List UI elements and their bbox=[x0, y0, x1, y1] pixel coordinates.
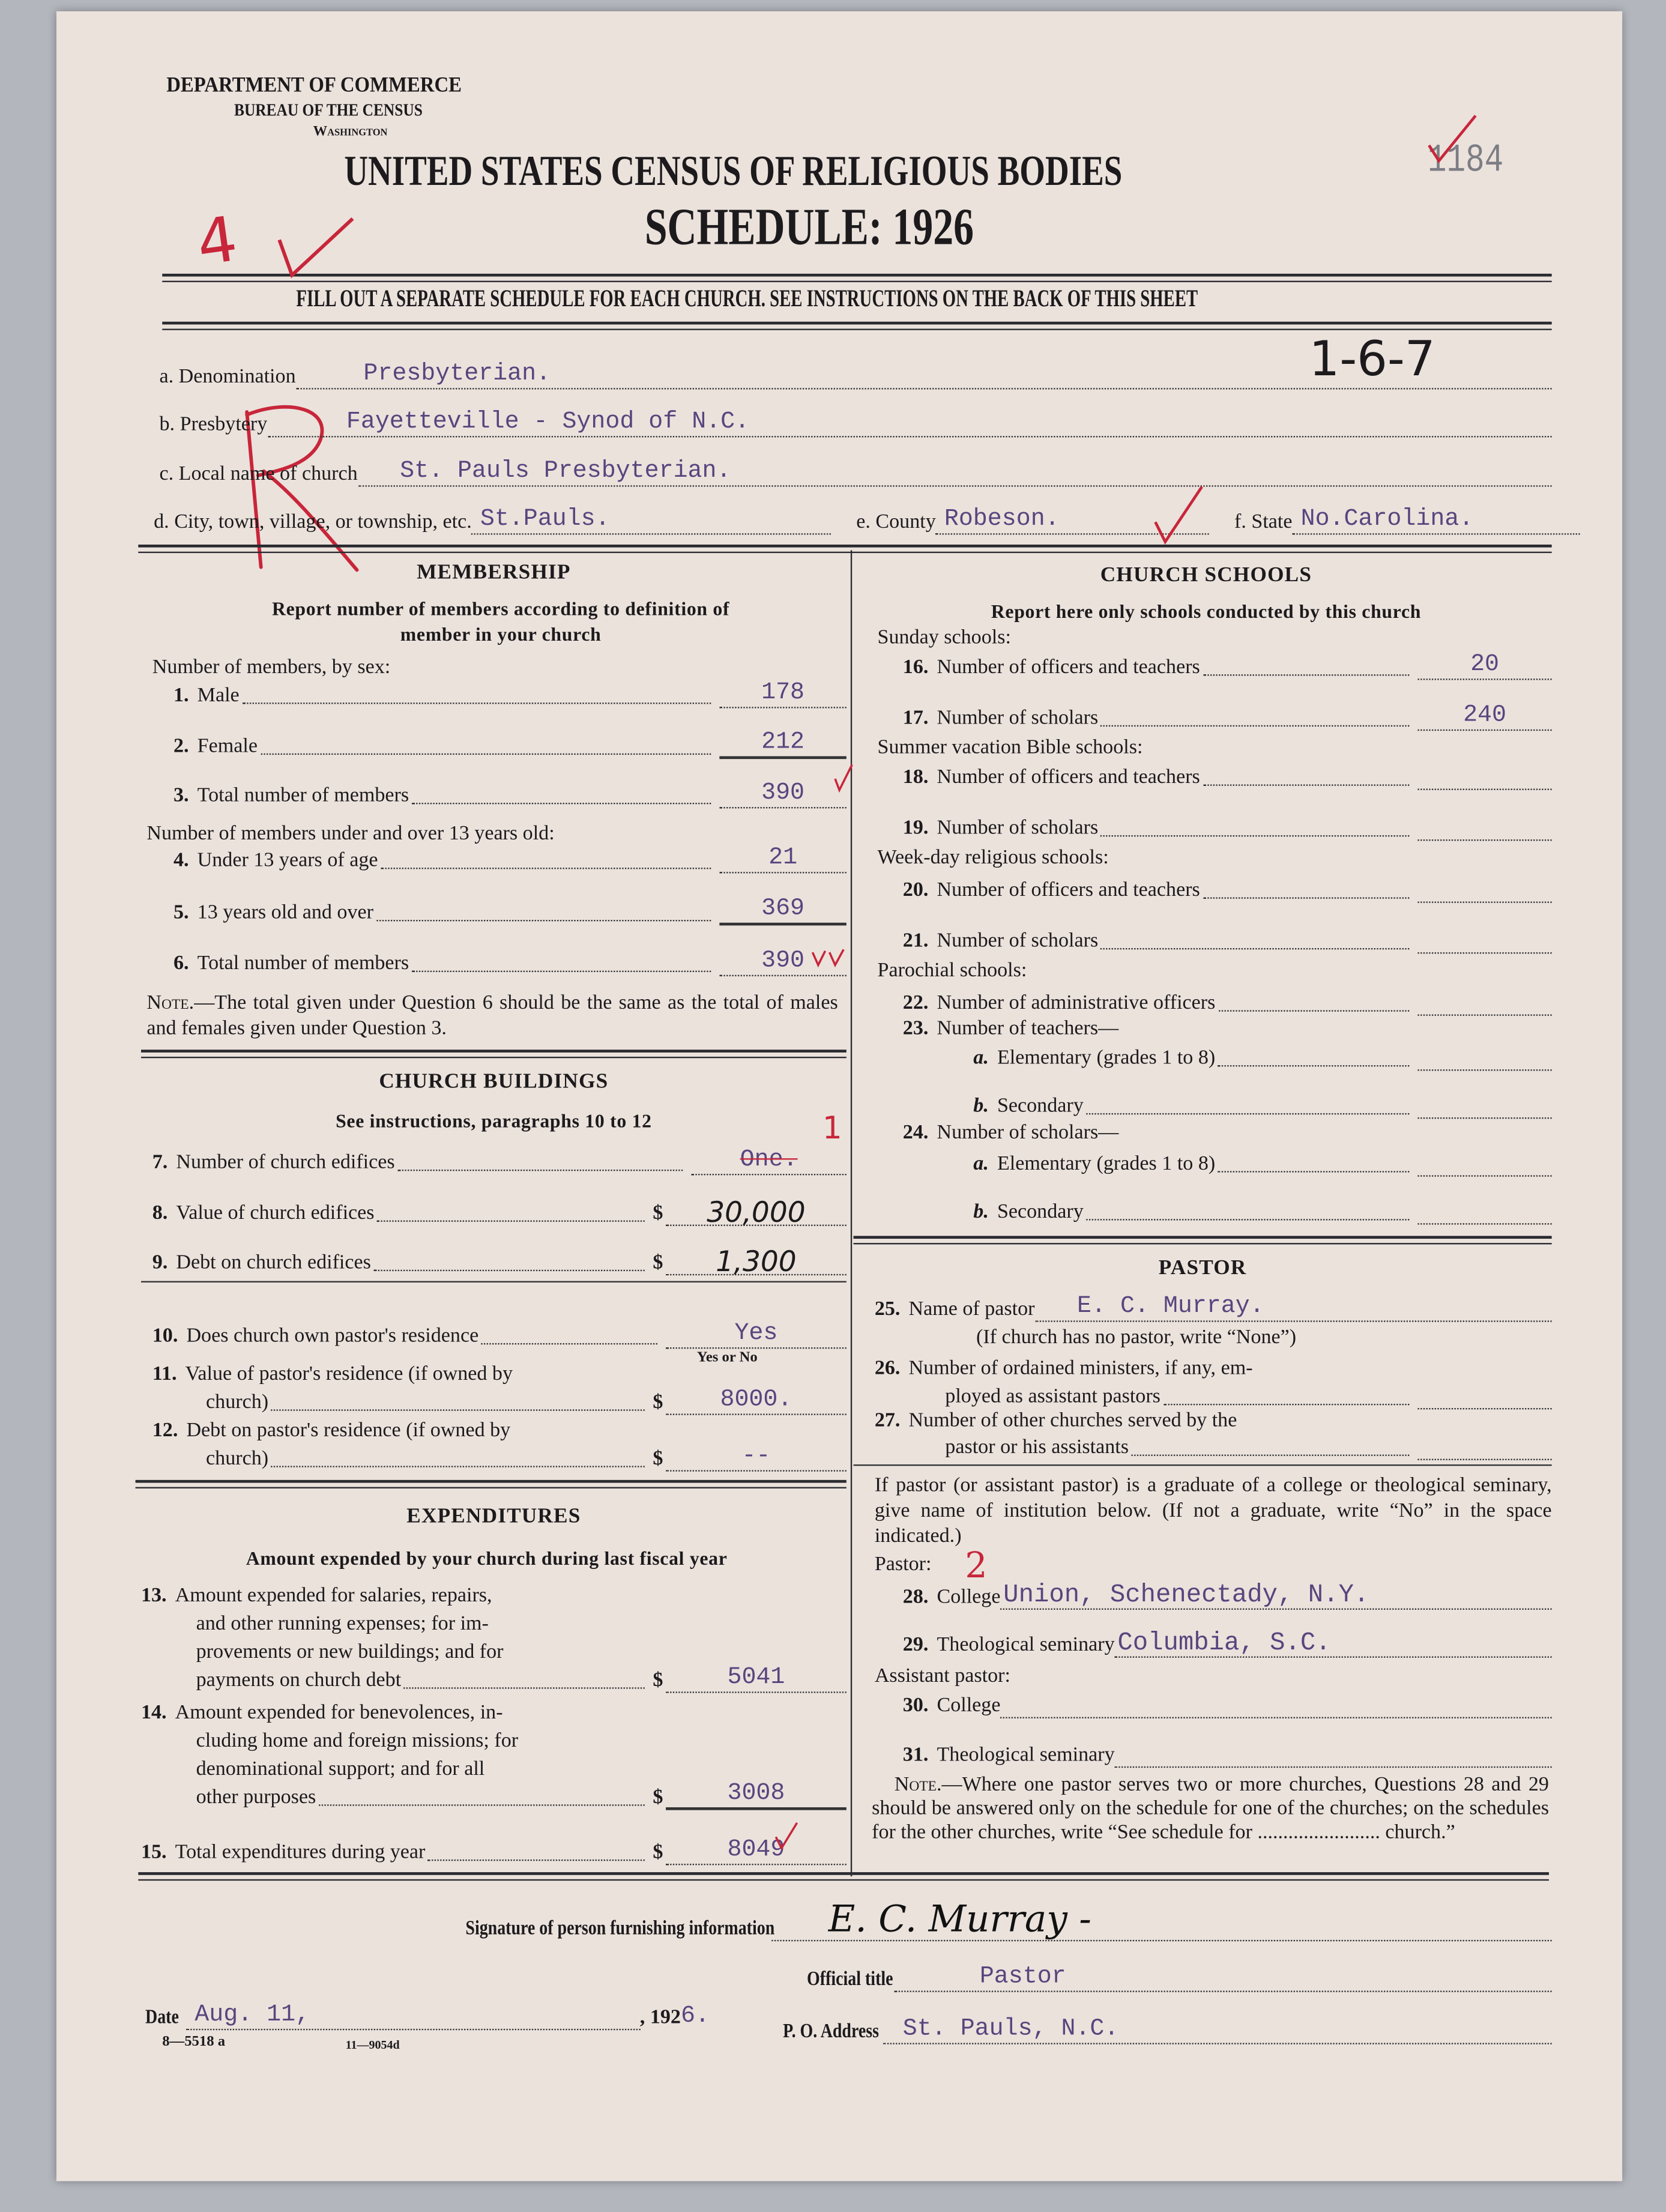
red-number-mark: 4 bbox=[192, 204, 242, 280]
female-field[interactable]: 212 bbox=[719, 731, 846, 759]
address-field[interactable] bbox=[883, 2017, 1552, 2044]
summer-scholars-field[interactable] bbox=[1417, 814, 1551, 841]
signature-value: E. C. Murray - bbox=[828, 1899, 1091, 1942]
state-row bbox=[1234, 506, 1580, 534]
denomination-row bbox=[159, 361, 1552, 389]
dollar-sign: $ bbox=[653, 1251, 663, 1274]
weekday-officers-label: Number of officers and teachers bbox=[937, 878, 1200, 902]
church-buildings-heading: CHURCH BUILDINGS bbox=[379, 1071, 609, 1094]
elementary-teachers-row bbox=[973, 1045, 1551, 1071]
summer-officers-field[interactable] bbox=[1417, 763, 1551, 790]
item-number: 2. bbox=[174, 735, 189, 758]
item-number: 4. bbox=[174, 849, 189, 872]
item-number: 16. bbox=[902, 656, 929, 679]
assistant-pastors-label: 26. Number of ordained ministers, if any, em- bbox=[874, 1357, 1253, 1380]
pastor-name-value: E. C. Murray. bbox=[1077, 1293, 1264, 1321]
official-title-field[interactable] bbox=[895, 1965, 1552, 1992]
under-13-label: Under 13 years of age bbox=[197, 849, 378, 872]
city-label: d. City, town, village, or township, etc. bbox=[154, 510, 472, 534]
salaries-expense-label: 13. Amount expended for salaries, repairs, and other running expenses; for im- provements or new buildings; and for bbox=[140, 1584, 504, 1664]
fill-out-instruction: FILL OUT A SEPARATE SCHEDULE FOR EACH CHURCH. SEE INSTRUCTIONS ON THE BACK OF THIS SHEET bbox=[296, 285, 1198, 312]
divider bbox=[141, 1050, 847, 1058]
college-value: Union, Schenectady, N.Y. bbox=[1003, 1582, 1369, 1610]
sunday-officers-field[interactable]: 20 bbox=[1417, 653, 1551, 680]
state-field[interactable] bbox=[1293, 508, 1580, 535]
item-number: 6. bbox=[174, 952, 189, 975]
address-label: P. O. Address bbox=[783, 2020, 880, 2043]
total-members-row bbox=[174, 780, 847, 808]
elementary-teachers-label: Elementary (grades 1 to 8) bbox=[997, 1047, 1216, 1070]
membership-subtitle: member in your church bbox=[400, 623, 602, 645]
edifices-debt-field[interactable]: 1,300 bbox=[666, 1248, 847, 1275]
total-members-2-field[interactable]: 390 bbox=[719, 949, 846, 976]
weekday-scholars-row bbox=[903, 928, 1552, 953]
benevolences-label: 14. Amount expended for benevolences, in- cluding home and foreign missions; for denominational support; and for all bbox=[140, 1701, 519, 1781]
handwritten-code: 1-6-7 bbox=[1309, 331, 1435, 388]
parochial-schools-heading: Parochial schools: bbox=[877, 959, 1027, 982]
year-prefix: , 192 bbox=[639, 2006, 681, 2029]
secondary-scholars-row bbox=[973, 1199, 1551, 1224]
local-name-row bbox=[159, 458, 1552, 486]
secondary-teachers-row bbox=[973, 1093, 1551, 1119]
item-number: 31. bbox=[902, 1744, 929, 1766]
label-continuation: church) bbox=[206, 1447, 269, 1470]
item-number: 28. bbox=[902, 1586, 929, 1609]
residence-value-row bbox=[206, 1386, 847, 1415]
residence-value-field[interactable]: 8000. bbox=[666, 1388, 847, 1415]
label-continuation: pastor or his assistants bbox=[945, 1436, 1129, 1459]
dollar-sign: $ bbox=[653, 1786, 663, 1809]
sunday-officers-row bbox=[902, 651, 1552, 680]
edifices-value-row bbox=[152, 1195, 847, 1229]
asst-seminary-field[interactable] bbox=[1115, 1741, 1552, 1768]
total-members-field[interactable]: 390 bbox=[719, 782, 846, 809]
form-number: 8—5518 a bbox=[162, 2034, 226, 2050]
sunday-scholars-field[interactable]: 240 bbox=[1417, 704, 1551, 731]
label-continuation: other purposes bbox=[196, 1786, 316, 1809]
over-13-label: 13 years old and over bbox=[197, 901, 373, 925]
other-churches-field[interactable] bbox=[1417, 1433, 1551, 1460]
signature-row bbox=[465, 1899, 1551, 1942]
church-schools-subtitle: Report here only schools conducted by this church bbox=[991, 600, 1422, 623]
item-number: 22. bbox=[902, 991, 929, 1015]
edifices-count-label: Number of church edifices bbox=[176, 1151, 395, 1174]
divider bbox=[162, 322, 1551, 330]
divider bbox=[141, 1281, 847, 1283]
edifices-debt-row bbox=[152, 1244, 847, 1278]
dollar-sign: $ bbox=[653, 1447, 663, 1470]
item-number: 21. bbox=[902, 929, 929, 953]
print-code: 11—9054d bbox=[345, 2037, 400, 2052]
item-number: 3. bbox=[174, 784, 189, 808]
red-checkmark-icon bbox=[1151, 483, 1207, 546]
female-label: Female bbox=[197, 735, 258, 758]
male-row bbox=[174, 680, 847, 708]
date-value: Aug. 11, bbox=[195, 2002, 310, 2029]
bureau-label: BUREAU OF THE CENSUS bbox=[234, 100, 423, 120]
summer-officers-row bbox=[903, 765, 1552, 790]
signature-label: Signature of person furnishing information bbox=[465, 1917, 775, 1940]
total-expenditures-label: Total expenditures during year bbox=[175, 1841, 426, 1864]
college-row bbox=[902, 1582, 1552, 1610]
elementary-scholars-label: Elementary (grades 1 to 8) bbox=[997, 1152, 1216, 1176]
secondary-teachers-label: Secondary bbox=[997, 1095, 1084, 1117]
membership-note: Note.—The total given under Question 6 should be the same as the total of males and females given under Question 3. bbox=[146, 991, 838, 1040]
summer-scholars-label: Number of scholars bbox=[937, 817, 1099, 840]
sunday-schools-heading: Sunday schools: bbox=[877, 626, 1011, 649]
weekday-officers-field[interactable] bbox=[1417, 876, 1551, 903]
washington-label: Washington bbox=[313, 124, 388, 140]
item-number: 20. bbox=[902, 878, 929, 902]
pastor-note: Note.—Where one pastor serves two or more churches, Questions 28 and 29 should be answered only on the schedule for one of the churches; on the schedules for the other churches, write “See schedule for ........................ church.” bbox=[872, 1773, 1549, 1845]
scholars-heading: 24. Number of scholars— bbox=[902, 1122, 1119, 1144]
item-number: 29. bbox=[902, 1633, 929, 1657]
official-title-row bbox=[807, 1963, 1552, 1992]
official-title-value: Pastor bbox=[979, 1963, 1066, 1991]
asst-seminary-label: Theological seminary bbox=[937, 1744, 1115, 1766]
admin-officers-row bbox=[903, 990, 1552, 1015]
weekday-schools-heading: Week-day religious schools: bbox=[877, 846, 1109, 869]
label-continuation: church) bbox=[206, 1391, 269, 1414]
pastor-name-field[interactable] bbox=[1035, 1295, 1552, 1322]
residence-owned-row bbox=[152, 1320, 847, 1349]
sunday-scholars-label: Number of scholars bbox=[937, 707, 1099, 730]
item-number: 9. bbox=[152, 1251, 168, 1274]
over-13-field[interactable]: 369 bbox=[719, 897, 846, 925]
other-churches-row bbox=[945, 1435, 1551, 1460]
item-number: 18. bbox=[902, 766, 929, 789]
item-number: 7. bbox=[152, 1151, 168, 1174]
item-letter: a. bbox=[973, 1152, 989, 1176]
county-value: Robeson. bbox=[944, 506, 1060, 534]
seminary-label: Theological seminary bbox=[937, 1633, 1115, 1657]
yes-or-no-hint: Yes or No bbox=[696, 1350, 758, 1366]
seminary-field[interactable] bbox=[1115, 1631, 1552, 1658]
under-13-row bbox=[174, 845, 847, 873]
under-13-field[interactable]: 21 bbox=[719, 847, 846, 874]
local-name-label: c. Local name of church bbox=[159, 462, 358, 486]
label-continuation: payments on church debt bbox=[196, 1669, 402, 1692]
city-value: St.Pauls. bbox=[480, 506, 610, 534]
residence-debt-row bbox=[206, 1443, 847, 1471]
weekday-scholars-label: Number of scholars bbox=[937, 929, 1099, 953]
male-label: Male bbox=[197, 684, 240, 707]
dollar-sign: $ bbox=[653, 1841, 663, 1864]
residence-value-label: 11. Value of pastor's residence (if owned by bbox=[152, 1362, 513, 1386]
other-churches-label: 27. Number of other churches served by the bbox=[874, 1409, 1237, 1432]
secondary-scholars-label: Secondary bbox=[997, 1200, 1084, 1224]
local-name-value: St. Pauls Presbyterian. bbox=[400, 458, 731, 486]
secondary-teachers-field[interactable] bbox=[1417, 1092, 1551, 1119]
red-checkmark-icon bbox=[275, 211, 360, 282]
asst-college-field[interactable] bbox=[1000, 1691, 1551, 1718]
expenditures-heading: EXPENDITURES bbox=[406, 1505, 581, 1528]
assistant-pastors-row bbox=[945, 1384, 1551, 1409]
year-field[interactable]: 6. bbox=[680, 2003, 710, 2031]
item-number: 17. bbox=[902, 707, 929, 730]
male-field[interactable]: 178 bbox=[719, 681, 846, 709]
item-number: 10. bbox=[152, 1325, 178, 1347]
date-row bbox=[145, 2002, 710, 2031]
total-members-label: Total number of members bbox=[197, 784, 409, 808]
college-field[interactable] bbox=[1000, 1583, 1551, 1610]
denomination-label: a. Denomination bbox=[159, 365, 296, 388]
divider bbox=[854, 1236, 1552, 1244]
female-row bbox=[174, 729, 847, 759]
item-letter: b. bbox=[973, 1200, 989, 1224]
edifices-debt-label: Debt on church edifices bbox=[176, 1251, 371, 1274]
item-number: 19. bbox=[902, 817, 929, 840]
red-checkmark-icon bbox=[832, 762, 855, 793]
presbytery-value: Fayetteville - Synod of N.C. bbox=[346, 409, 750, 437]
denomination-field[interactable] bbox=[296, 363, 1552, 390]
stamp-number: 1184 bbox=[1427, 139, 1504, 184]
total-expenditures-row bbox=[140, 1837, 847, 1865]
pastor-none-hint: (If church has no pastor, write “None”) bbox=[976, 1326, 1297, 1349]
elementary-teachers-field[interactable] bbox=[1417, 1044, 1551, 1071]
total-members-2-label: Total number of members bbox=[197, 952, 409, 975]
item-number: 1. bbox=[174, 684, 189, 707]
signature-field[interactable] bbox=[772, 1899, 1552, 1942]
seminary-row bbox=[902, 1629, 1552, 1658]
pastor-name-label: Name of pastor bbox=[908, 1298, 1035, 1321]
item-letter: a. bbox=[973, 1047, 989, 1070]
sunday-scholars-row bbox=[902, 703, 1552, 731]
address-row bbox=[783, 2016, 1552, 2044]
benevolences-row bbox=[196, 1780, 847, 1810]
assistant-pastors-field[interactable] bbox=[1417, 1383, 1551, 1410]
salaries-expense-field[interactable]: 5041 bbox=[666, 1666, 847, 1693]
age-heading: Number of members under and over 13 years old: bbox=[146, 822, 555, 845]
column-divider bbox=[851, 550, 852, 1876]
divider bbox=[138, 545, 1551, 553]
elementary-scholars-row bbox=[973, 1151, 1551, 1176]
red-correction-mark: 1 bbox=[822, 1111, 842, 1147]
assistant-pastor-subheading: Assistant pastor: bbox=[874, 1664, 1011, 1688]
edifices-value-label: Value of church edifices bbox=[176, 1201, 375, 1225]
elementary-scholars-field[interactable] bbox=[1417, 1150, 1551, 1177]
red-checkmark-icon bbox=[1425, 110, 1481, 166]
graduate-instructions: If pastor (or assistant pastor) is a graduate of a college or theological seminary, give name of institution below. (If not a graduate, write “No” in the space indicated.) bbox=[874, 1474, 1552, 1548]
dollar-sign: $ bbox=[653, 1669, 663, 1692]
seminary-value: Columbia, S.C. bbox=[1117, 1629, 1331, 1658]
sunday-officers-label: Number of officers and teachers bbox=[937, 656, 1200, 679]
city-field[interactable] bbox=[472, 508, 831, 535]
divider bbox=[162, 274, 1551, 282]
presbytery-row bbox=[159, 409, 1552, 437]
label-continuation: ployed as assistant pastors bbox=[945, 1385, 1160, 1409]
item-number: 25. bbox=[874, 1298, 901, 1321]
dollar-sign: $ bbox=[653, 1201, 663, 1225]
item-number: 30. bbox=[902, 1694, 929, 1717]
official-title-label: Official title bbox=[807, 1968, 893, 1991]
schedule-title: SCHEDULE: 1926 bbox=[644, 199, 974, 257]
membership-subtitle: Report number of members according to definition of bbox=[272, 598, 730, 620]
item-number: 15. bbox=[140, 1841, 167, 1864]
teachers-heading: 23. Number of teachers— bbox=[902, 1017, 1119, 1040]
summer-officers-label: Number of officers and teachers bbox=[937, 766, 1200, 789]
divider bbox=[138, 1872, 1549, 1881]
edifices-value-field[interactable]: 30,000 bbox=[666, 1199, 847, 1226]
red-double-checkmark-icon bbox=[810, 948, 850, 968]
department-label: DEPARTMENT OF COMMERCE bbox=[166, 73, 462, 98]
city-row bbox=[154, 506, 831, 534]
asst-college-row bbox=[903, 1693, 1552, 1718]
expenditures-subtitle: Amount expended by your church during last fiscal year bbox=[246, 1547, 728, 1569]
summer-scholars-row bbox=[903, 815, 1552, 841]
pastor-name-row bbox=[874, 1293, 1552, 1322]
edifices-count-row bbox=[152, 1147, 847, 1175]
church-schools-heading: CHURCH SCHOOLS bbox=[1100, 564, 1312, 587]
total-expenditures-field[interactable]: 8049 bbox=[666, 1839, 847, 1866]
divider bbox=[136, 1480, 847, 1488]
state-label: f. State bbox=[1234, 510, 1293, 534]
dollar-sign: $ bbox=[653, 1391, 663, 1414]
red-checkmark-icon bbox=[773, 1820, 801, 1851]
red-college-mark: 2 bbox=[965, 1544, 988, 1586]
residence-debt-field[interactable]: -- bbox=[666, 1445, 847, 1472]
admin-officers-label: Number of administrative officers bbox=[937, 991, 1216, 1015]
item-number: 5. bbox=[174, 901, 189, 925]
admin-officers-field[interactable] bbox=[1417, 989, 1551, 1016]
weekday-scholars-field[interactable] bbox=[1417, 927, 1551, 954]
divider bbox=[854, 1464, 1552, 1466]
asst-college-label: College bbox=[937, 1694, 1001, 1717]
by-sex-heading: Number of members, by sex: bbox=[152, 656, 391, 679]
over-13-row bbox=[174, 896, 847, 925]
benevolences-field[interactable]: 3008 bbox=[666, 1782, 847, 1810]
presbytery-field[interactable] bbox=[267, 411, 1551, 438]
summer-schools-heading: Summer vacation Bible schools: bbox=[877, 736, 1143, 760]
presbytery-label: b. Presbytery bbox=[159, 413, 268, 437]
local-name-field[interactable] bbox=[358, 460, 1552, 487]
membership-heading: MEMBERSHIP bbox=[417, 561, 571, 584]
weekday-officers-row bbox=[903, 878, 1552, 903]
pastor-heading: PASTOR bbox=[1158, 1257, 1247, 1280]
state-value: No.Carolina. bbox=[1300, 506, 1474, 534]
item-letter: b. bbox=[973, 1095, 989, 1117]
date-field[interactable] bbox=[186, 2004, 640, 2031]
date-label: Date bbox=[145, 2006, 179, 2029]
church-buildings-subtitle: See instructions, paragraphs 10 to 12 bbox=[336, 1110, 652, 1132]
salaries-expense-row bbox=[196, 1664, 847, 1693]
form-title: UNITED STATES CENSUS OF RELIGIOUS BODIES bbox=[344, 148, 1123, 195]
item-number: 8. bbox=[152, 1201, 168, 1225]
edifices-count-field[interactable]: One. bbox=[691, 1149, 846, 1176]
college-label: College bbox=[937, 1586, 1001, 1609]
county-label: e. County bbox=[856, 510, 936, 534]
address-value: St. Pauls, N.C. bbox=[902, 2016, 1119, 2043]
pastor-subheading: Pastor: bbox=[874, 1553, 932, 1576]
denomination-value: Presbyterian. bbox=[363, 361, 551, 388]
total-members-2-row bbox=[174, 947, 847, 976]
residence-owned-label: Does church own pastor's residence bbox=[186, 1325, 479, 1347]
residence-owned-field[interactable]: Yes bbox=[666, 1322, 847, 1349]
asst-seminary-row bbox=[903, 1742, 1552, 1768]
residence-debt-label: 12. Debt on pastor's residence (if owned by bbox=[152, 1419, 511, 1442]
secondary-scholars-field[interactable] bbox=[1417, 1198, 1551, 1225]
